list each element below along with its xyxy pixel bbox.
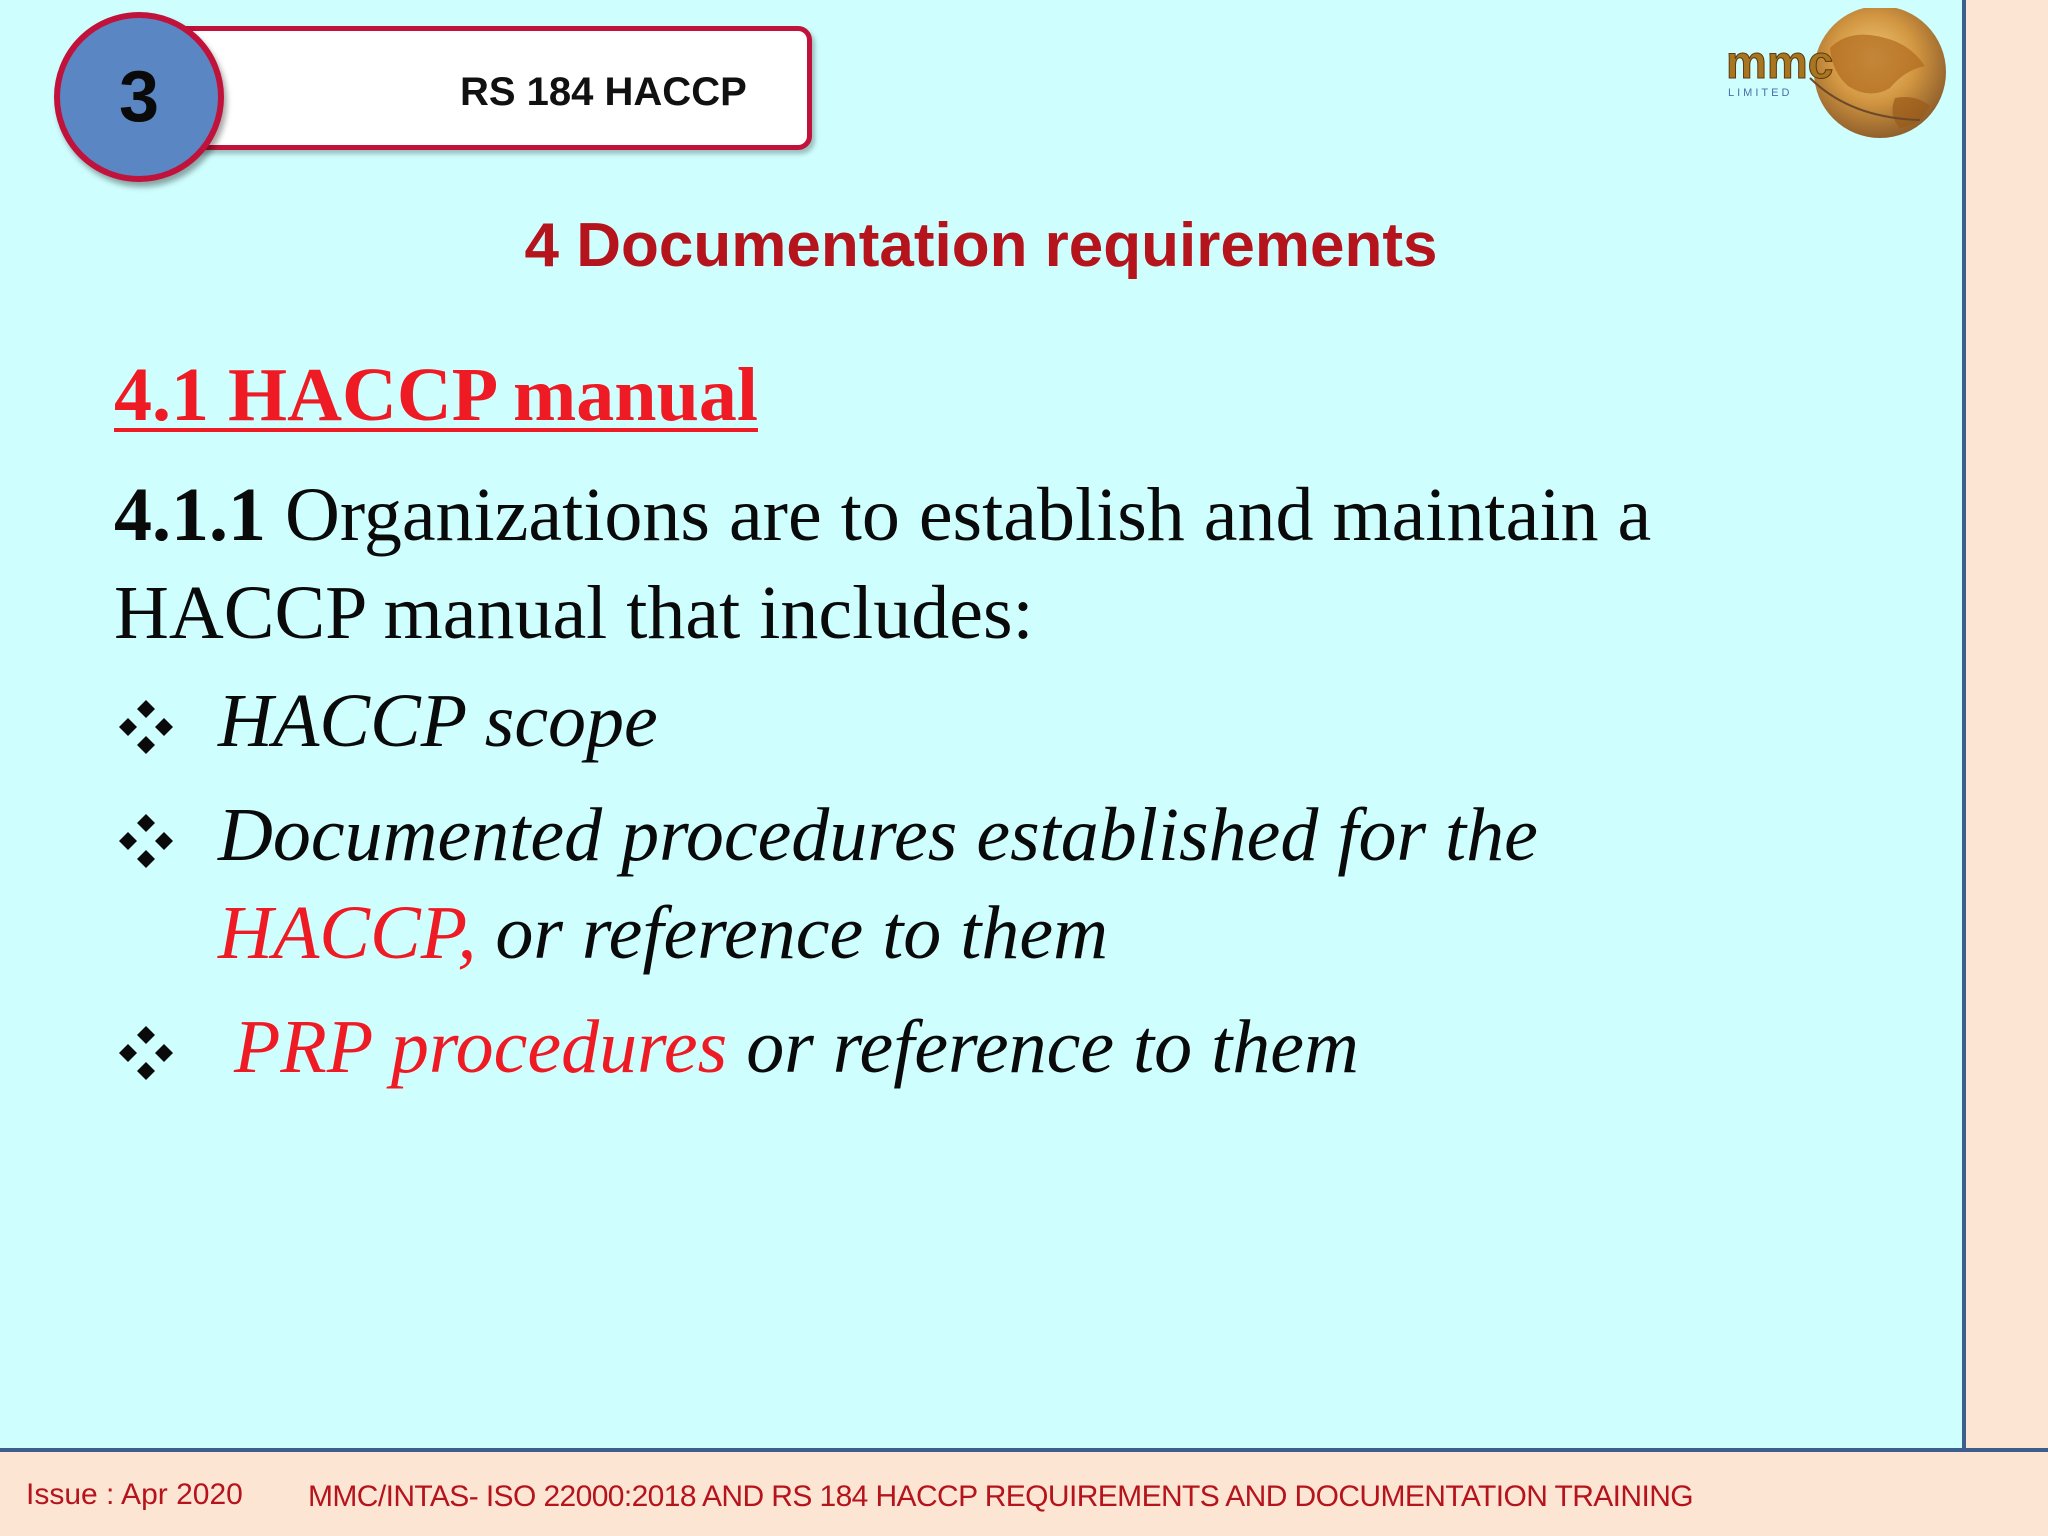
slide-number-badge [54, 12, 224, 182]
company-logo [1720, 8, 1960, 148]
four-diamond-bullet-icon [114, 1022, 178, 1086]
footer-issue-date: Issue : Apr 2020 [26, 1478, 243, 1511]
list-item-highlight: PRP procedures [234, 1005, 728, 1089]
footer-course-title: MMC/INTAS- ISO 22000:2018 AND RS 184 HACCP REQUIREMENTS AND DOCUMENTATION TRAINING [308, 1480, 1693, 1513]
section-title: 4 Documentation requirements [524, 211, 1438, 280]
four-diamond-bullet-icon [114, 696, 178, 760]
clause-number: 4.1.1 [114, 473, 266, 557]
list-item-text: HACCP scope [218, 679, 658, 763]
list-item-text [234, 998, 1359, 1096]
svg-text:LIMITED: LIMITED [1728, 87, 1793, 99]
slide-number: 3 [118, 57, 160, 137]
svg-text:mmc: mmc [1726, 36, 1834, 88]
four-diamond-bullet-icon [114, 810, 178, 874]
list-item-line1: Documented procedures established for the [218, 793, 1538, 877]
header-title: RS 184 HACCP [460, 70, 747, 114]
list-item-text [218, 786, 1538, 982]
clause-text: Organizations are to establish and maintain a HACCP manual that includes: [114, 473, 1652, 655]
clause-paragraph [114, 466, 1854, 662]
list-item-highlight: HACCP, [218, 891, 477, 975]
right-side-panel [1962, 0, 2048, 1448]
subsection-title: 4.1 HACCP manual [114, 353, 758, 437]
list-item-rest: or reference to them [727, 1005, 1359, 1089]
footer-bar [0, 1448, 2048, 1536]
globe-logo-icon [1720, 8, 1960, 148]
list-item-rest: or reference to them [476, 891, 1109, 975]
